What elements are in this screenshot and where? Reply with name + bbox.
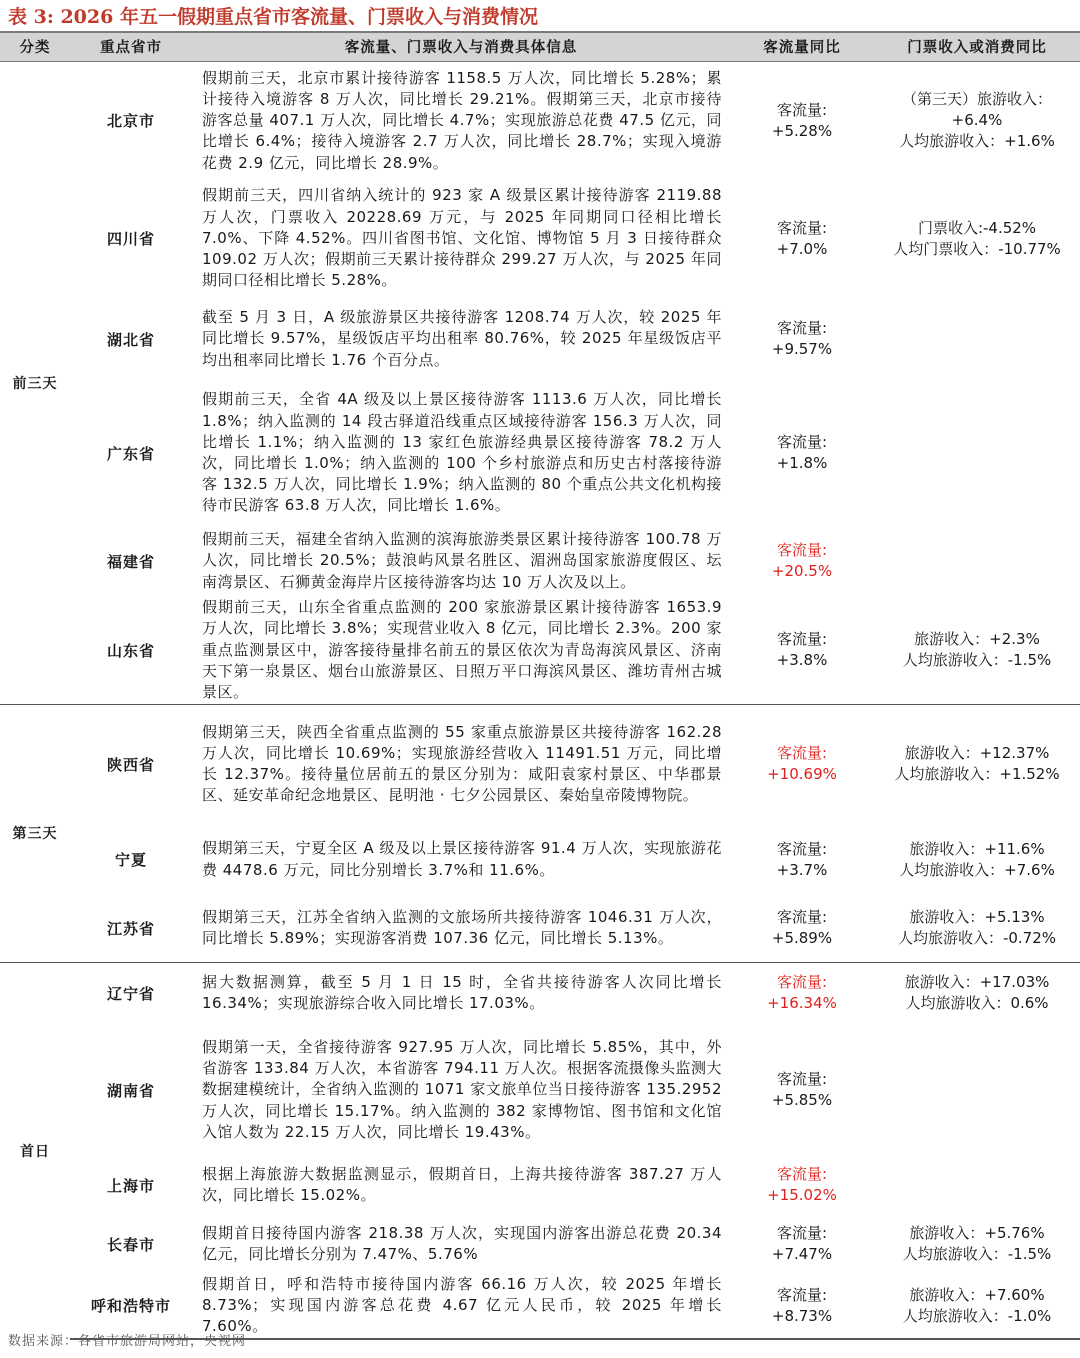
visitor-yoy-cell	[730, 1214, 874, 1274]
province-cell: 湖北省	[106, 330, 155, 349]
visitor-yoy-cell	[730, 381, 874, 525]
revenue-yoy-cell	[874, 1274, 1080, 1339]
visitor-yoy-line: +10.69%	[767, 765, 837, 784]
revenue-yoy-line: 旅游收入：+2.3%	[914, 630, 1040, 649]
visitor-yoy-line: 客流量:	[776, 319, 828, 337]
table-row	[0, 597, 1080, 704]
visitor-yoy-line: 客流量:	[776, 1224, 828, 1242]
visitor-yoy-line: 客流量:	[776, 100, 828, 119]
header-revenue-yoy: 门票收入或消费同比	[874, 32, 1080, 61]
visitor-yoy-line: 客流量:	[776, 1285, 828, 1304]
detail-cell: 假期第三天，宁夏全区 A 级及以上景区接待游客 91.4 万人次，实现旅游花费 4478.6 万元，同比分别增长 3.7%和 11.6%。	[202, 839, 722, 879]
revenue-yoy-cell	[874, 61, 1080, 180]
visitor-yoy-line: +9.57%	[771, 340, 833, 358]
visitor-yoy-cell	[730, 1156, 874, 1214]
revenue-yoy-cell	[874, 297, 1080, 381]
visitor-yoy-line: +20.5%	[771, 562, 833, 580]
visitor-yoy-line: 客流量:	[776, 630, 828, 649]
header-row	[0, 32, 1080, 61]
category-cell: 首日	[0, 962, 70, 1339]
visitor-yoy-line: +7.47%	[771, 1245, 833, 1263]
table-row	[0, 962, 1080, 1024]
visitor-yoy-line: 客流量:	[776, 908, 828, 927]
revenue-yoy-cell	[874, 180, 1080, 297]
revenue-yoy-line: 旅游收入：+11.6%	[909, 839, 1045, 858]
detail-cell: 假期前三天，福建全省纳入监测的滨海旅游类景区累计接待游客 100.78 万人次，同比增长 20.5%；鼓浪屿风景名胜区、湄洲岛国家旅游度假区、坛南湾景区、石狮黄金海岸片区接待游客均达 10 万人次及以上。	[202, 530, 722, 591]
province-cell: 呼和浩特市	[70, 1274, 192, 1339]
visitor-yoy-cell	[730, 824, 874, 895]
table-body	[0, 61, 1080, 1339]
revenue-yoy-line: 人均旅游收入：-0.72%	[897, 929, 1057, 948]
province-cell: 湖南省	[106, 1081, 155, 1100]
revenue-yoy-cell	[874, 597, 1080, 704]
revenue-yoy-line: +6.4%	[951, 111, 1003, 130]
detail-cell: 假期前三天，山东全省重点监测的 200 家旅游景区累计接待游客 1653.9 万人次，同比增长 3.8%；实现营业收入 8 亿元，同比增长 2.3%。200 家重点监测景区中，游客接待量排名前五的景区依次为青岛海滨风景区、济南天下第一泉景区、烟台山旅游景区、日照万平口海滨风景区、潍坊青州古城景区。	[202, 598, 722, 702]
revenue-yoy-cell	[874, 1214, 1080, 1274]
province-cell: 江苏省	[106, 919, 155, 938]
detail-cell: 假期首日，呼和浩特市接待国内游客 66.16 万人次，较 2025 年增长 8.73%；实现国内游客总花费 4.67 亿元人民币，较 2025 年增长 7.60%。	[192, 1274, 730, 1339]
detail-cell: 据大数据测算，截至 5 月 1 日 15 时，全省共接待游客人次同比增长 16.34%；实现旅游综合收入同比增长 17.03%。	[192, 962, 730, 1024]
visitor-yoy-line: +5.89%	[771, 929, 833, 948]
table-row	[0, 1024, 1080, 1156]
header-category: 分类	[0, 32, 70, 61]
detail-cell: 根据上海旅游大数据监测显示，假期首日，上海共接待游客 387.27 万人次，同比增长 15.02%。	[202, 1164, 722, 1204]
detail-cell: 假期第三天，江苏全省纳入监测的文旅场所共接待游客 1046.31 万人次，同比增长 5.89%；实现游客消费 107.36 亿元，同比增长 5.13%。	[202, 908, 722, 948]
table-row	[0, 61, 1080, 180]
revenue-yoy-line: 人均旅游收入：+7.6%	[899, 860, 1055, 879]
detail-cell: 假期第三天，陕西全省重点监测的 55 家重点旅游景区共接待游客 162.28 万人次，同比增长 10.69%；实现旅游经营收入 11491.51 万元，同比增长 12.37%。接待量位居前五的景区分别为：咸阳袁家村景区、中华郡景区、延安革命纪念地景区、昆明池 · 七夕公园景区、秦始皇帝陵博物院。	[192, 704, 730, 824]
detail-cell: 假期第一天，全省接待游客 927.95 万人次，同比增长 5.85%，其中，外省游客 133.84 万人次，本省游客 794.11 万人次。根据客流摄像头监测大数据建模统计，全省纳入监测的 1071 家文旅单位当日接待游客 135.2952 万人次，同比增长 15.17%。纳入监测的 382 家博物馆、图书馆和文化馆入馆人数为 22.15 万人次，同比增长 19.43%。	[202, 1037, 722, 1141]
detail-cell: 假期前三天，北京市累计接待游客 1158.5 万人次，同比增长 5.28%；累计接待入境游客 8 万人次，同比增长 29.21%。假期第三天，北京市接待游客总量 407.1 万人次，同比增长 4.7%；实现旅游总花费 47.5 亿元，同比增长 6.4%；接待入境游客 2.7 万人次，同比增长 28.7%；实现入境游花费 2.9 亿元，同比增长 28.9%。	[202, 68, 722, 172]
visitor-yoy-line: +8.73%	[771, 1306, 833, 1325]
visitor-yoy-line: +1.8%	[776, 454, 828, 472]
table-row	[0, 525, 1080, 597]
category-cell: 第三天	[0, 704, 70, 962]
table-row	[0, 704, 1080, 824]
revenue-yoy-line: 门票收入:-4.52%	[917, 218, 1037, 237]
revenue-yoy-line: 人均旅游收入：+1.52%	[894, 765, 1060, 784]
visitor-yoy-cell	[730, 962, 874, 1024]
data-source-note: 数据来源：各省市旅游局网站，央视网	[8, 1334, 247, 1349]
header-province: 重点省市	[70, 32, 192, 61]
category-cell: 前三天	[12, 375, 58, 392]
visitor-yoy-line: 客流量:	[776, 433, 828, 451]
visitor-yoy-cell	[730, 180, 874, 297]
visitor-yoy-line: 客流量:	[776, 1165, 828, 1183]
visitor-yoy-cell	[730, 61, 874, 180]
province-cell: 山东省	[106, 641, 155, 660]
table-row	[0, 1274, 1080, 1339]
visitor-yoy-line: 客流量:	[776, 218, 828, 237]
table-title: 表 3: 2026 年五一假期重点省市客流量、门票收入与消费情况	[8, 6, 538, 28]
revenue-yoy-cell	[874, 1156, 1080, 1214]
revenue-yoy-line: 旅游收入：+7.60%	[909, 1285, 1045, 1304]
revenue-yoy-cell	[874, 704, 1080, 824]
table-row	[0, 297, 1080, 381]
visitor-yoy-line: +3.8%	[776, 651, 828, 670]
table-row	[0, 895, 1080, 962]
visitor-yoy-line: 客流量:	[776, 839, 828, 858]
revenue-yoy-line: 人均旅游收入：0.6%	[905, 994, 1049, 1013]
visitor-yoy-line: 客流量:	[776, 1070, 828, 1088]
revenue-yoy-cell	[874, 1024, 1080, 1156]
table-row	[0, 1214, 1080, 1274]
visitor-yoy-cell	[730, 297, 874, 381]
revenue-yoy-cell	[874, 381, 1080, 525]
province-cell: 广东省	[106, 444, 155, 463]
revenue-yoy-line: 旅游收入：+5.76%	[909, 1224, 1045, 1242]
visitor-yoy-cell	[730, 597, 874, 704]
revenue-yoy-line: 旅游收入：+17.03%	[904, 973, 1050, 992]
visitor-yoy-line: +3.7%	[776, 860, 828, 879]
province-cell: 福建省	[106, 552, 155, 571]
province-cell: 北京市	[106, 112, 155, 131]
visitor-yoy-line: +16.34%	[767, 994, 837, 1013]
header-visitor-yoy: 客流量同比	[730, 32, 874, 61]
header-detail: 客流量、门票收入与消费具体信息	[192, 32, 730, 61]
visitor-yoy-cell	[730, 525, 874, 597]
table-row	[0, 381, 1080, 525]
province-cell: 上海市	[106, 1176, 155, 1195]
visitor-yoy-line: 客流量:	[776, 744, 828, 763]
table-row	[0, 1156, 1080, 1214]
visitor-yoy-line: +5.85%	[771, 1091, 833, 1109]
visitor-yoy-cell	[730, 895, 874, 962]
revenue-yoy-cell	[874, 895, 1080, 962]
table-row	[0, 824, 1080, 895]
revenue-yoy-cell	[874, 525, 1080, 597]
revenue-yoy-cell	[874, 962, 1080, 1024]
detail-cell: 截至 5 月 3 日，A 级旅游景区共接待游客 1208.74 万人次，较 2025 年同比增长 9.57%，星级饭店平均出租率 80.76%，较 2025 年星级饭店平均出租率同比增长 1.76 个百分点。	[202, 308, 722, 369]
revenue-yoy-line: 旅游收入：+12.37%	[904, 744, 1050, 763]
revenue-yoy-line: 旅游收入：+5.13%	[909, 908, 1045, 927]
visitor-yoy-cell	[730, 704, 874, 824]
visitor-yoy-line: 客流量:	[776, 973, 828, 992]
revenue-yoy-line: 人均旅游收入：-1.0%	[902, 1306, 1052, 1325]
detail-cell: 假期前三天，四川省纳入统计的 923 家 A 级景区累计接待游客 2119.88 万人次，门票收入 20228.69 万元，与 2025 年同期同口径相比增长 7.0%、下降 4.52%。四川省图书馆、文化馆、博物馆 5 月 3 日接待群众 109.02 万人次；假期前三天累计接待群众 299.27 万人次，与 2025 年同期同口径相比增长 5.28%。	[202, 186, 722, 290]
detail-cell: 假期前三天，全省 4A 级及以上景区接待游客 1113.6 万人次，同比增长 1.8%；纳入监测的 14 段古驿道沿线重点区域接待游客 156.3 万人次，同比增长 1.1%；纳入监测的 13 家红色旅游经典景区接待游客 78.2 万人次，同比增长 1.0%；纳入监测的 100 个乡村旅游点和历史古村落接待游客 132.5 万人次，同比增长 1.9%；纳入监测的 80 个重点公共文化机构接待市民游客 63.8 万人次，同比增长 1.6%。	[202, 390, 722, 515]
revenue-yoy-cell	[874, 824, 1080, 895]
visitor-yoy-line: 客流量:	[776, 541, 828, 559]
visitor-yoy-line: +5.28%	[771, 121, 833, 140]
visitor-yoy-cell	[730, 1274, 874, 1339]
table-row	[0, 180, 1080, 297]
revenue-yoy-line: 人均旅游收入：+1.6%	[899, 132, 1055, 151]
visitor-yoy-line: +15.02%	[767, 1186, 837, 1204]
province-cell: 陕西省	[70, 704, 192, 824]
revenue-yoy-line: 人均旅游收入：-1.5%	[902, 651, 1052, 670]
province-cell: 四川省	[106, 230, 155, 248]
tourism-table	[0, 31, 1080, 1340]
revenue-yoy-line: 人均旅游收入：-1.5%	[902, 1245, 1052, 1263]
province-cell: 宁夏	[114, 851, 147, 869]
province-cell: 辽宁省	[70, 962, 192, 1024]
visitor-yoy-line: +7.0%	[776, 239, 828, 258]
province-cell: 长春市	[106, 1235, 155, 1254]
revenue-yoy-line: 人均门票收入：-10.77%	[893, 239, 1061, 258]
revenue-yoy-line: （第三天）旅游收入：	[901, 90, 1052, 109]
visitor-yoy-cell	[730, 1024, 874, 1156]
detail-cell: 假期首日接待国内游客 218.38 万人次，实现国内游客出游总花费 20.34 亿元，同比增长分别为 7.47%、5.76%	[202, 1223, 722, 1263]
